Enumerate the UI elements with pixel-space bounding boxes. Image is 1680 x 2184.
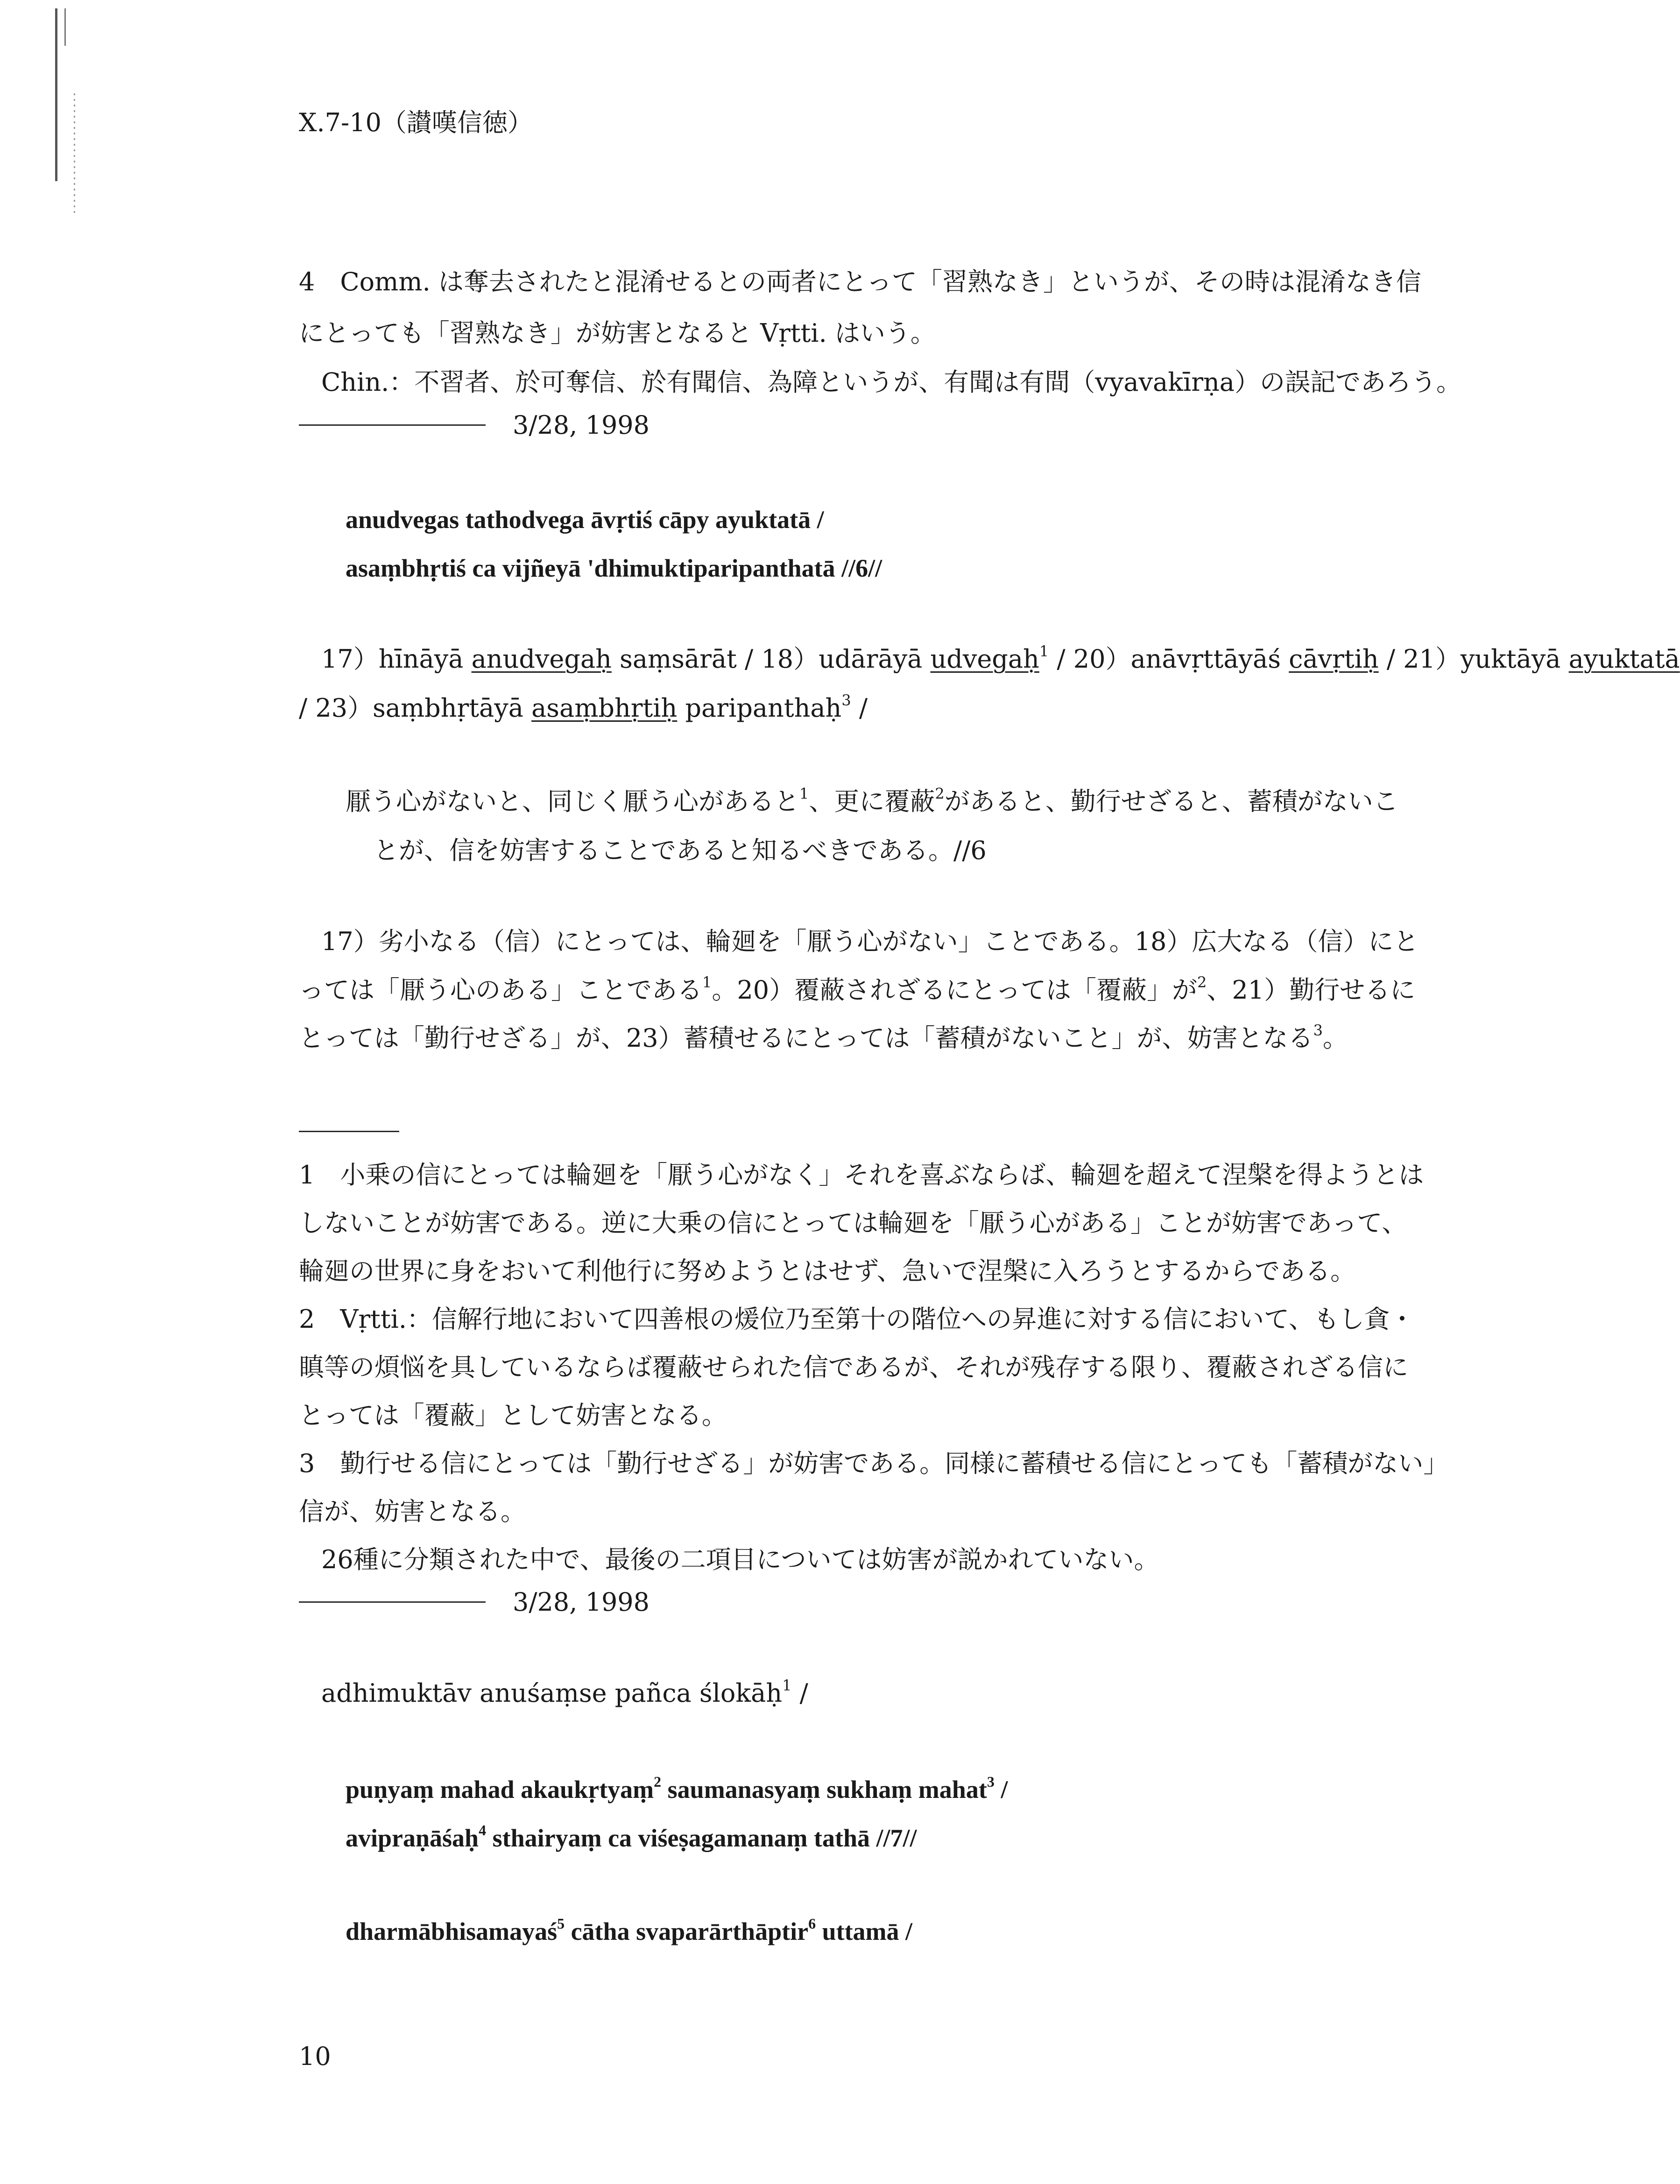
footnote-2-line-1: 2 Vṛtti.：信解行地において四善根の煖位乃至第十の階位への昇進に対する信において、もし貪・	[299, 1304, 1415, 1334]
footnote-1-line-1: 1 小乗の信にとっては輪廻を「厭う心がなく」それを喜ぶならば、輪廻を超えて涅槃を得ようとは	[299, 1160, 1424, 1190]
note-4-line-1: 4 Comm. は奪去されたと混淆せるとの両者にとって「習熟なき」というが、その時は混淆なき信	[299, 267, 1421, 296]
footnote-separator	[299, 1131, 399, 1132]
page-number: 10	[299, 2042, 331, 2071]
section-heading: adhimuktāv anuśaṃse pañca ślokāḥ$^1$ /	[321, 1677, 808, 1708]
running-header: X.7-10（讃嘆信徳）	[299, 108, 533, 137]
translation-6-line-1: 厭う心がないと、同じく厭う心があると$^1$、更に覆蔽$^2$があると、勤行せざると、蓄積がないこ	[346, 785, 1398, 816]
scan-edge-mark	[55, 8, 57, 181]
scan-edge-mark	[64, 8, 66, 46]
footnote-3-line-1: 3 勤行せる信にとっては「勤行せざる」が妨害である。同様に蓄積せる信にとっても「蓄積がない」	[299, 1449, 1449, 1478]
commentary-line-2: / 23）saṃbhṛtāyā asaṃbhṛtiḥ paripanthaḥ$^3$ /	[299, 691, 868, 723]
commentary-line-1: 17）hīnāyā anudvegaḥ saṃsārāt / 18）udārāyā udvegaḥ$^1$ / 20）anāvṛttāyāś cāvṛtiḥ / 21）yuktāyā ayuktatā	[321, 642, 1680, 674]
footnote-2-line-2: 瞋等の煩悩を具しているならば覆蔽せられた信であるが、それが残存する限り、覆蔽されざる信に	[299, 1353, 1408, 1382]
note-4-chin-line: Chin.：不習者、於可奪信、於有聞信、為障というが、有聞は有間（vyavakīrṇa）の誤記であろう。	[321, 367, 1461, 397]
translation-17-line-2: っては「厭う心のある」ことである$^1$。20）覆蔽されざるにとっては「覆蔽」が$^2$、21）勤行せるに	[299, 973, 1416, 1005]
footnote-1-line-2: しないことが妨害である。逆に大乗の信にとっては輪廻を「厭う心がある」ことが妨害であって、	[299, 1208, 1407, 1238]
verse-7-line-1: puṇyaṃ mahad akaukṛtyaṃ$^2$ saumanasyaṃ sukhaṃ mahat$^3$ /	[346, 1773, 1008, 1804]
footnote-closing-line: 26種に分類された中で、最後の二項目については妨害が説かれていない。	[321, 1545, 1159, 1574]
verse-7-line-2: avipraṇāśaḥ$^4$ sthairyaṃ ca viśeṣagamanaṃ tathā //7//	[346, 1822, 917, 1852]
footnote-3-line-2: 信が、妨害となる。	[299, 1497, 526, 1526]
date-rule	[299, 424, 486, 426]
verse-8-line-1: dharmābhisamayaś$^5$ cātha svaparārthāptir$^6$ uttamā /	[346, 1915, 913, 1945]
scan-edge-dots	[74, 93, 75, 215]
note-4-line-2: にとっても「習熟なき」が妨害となると Vṛtti. はいう。	[299, 318, 936, 348]
translation-17-line-3: とっては「勤行せざる」が、23）蓄積せるにとっては「蓄積がないこと」が、妨害となる$^3$。	[299, 1022, 1348, 1053]
date-rule	[299, 1601, 486, 1603]
date-1: 3/28, 1998	[513, 410, 650, 440]
verse-6-line-1: anudvegas tathodvega āvṛtiś cāpy ayuktatā /	[346, 506, 824, 534]
date-2: 3/28, 1998	[513, 1587, 650, 1617]
footnote-1-line-3: 輪廻の世界に身をおいて利他行に努めようとはせず、急いで涅槃に入ろうとするからである。	[299, 1256, 1356, 1286]
translation-17-line-1: 17）劣小なる（信）にとっては、輪廻を「厭う心がない」ことである。18）広大なる（信）にと	[321, 927, 1419, 956]
translation-6-line-2: とが、信を妨害することであると知るべきである。//6	[374, 836, 987, 865]
footnote-2-line-3: とっては「覆蔽」として妨害となる。	[299, 1401, 727, 1430]
verse-6-line-2: asaṃbhṛtiś ca vijñeyā 'dhimuktiparipanthatā //6//	[346, 554, 882, 582]
